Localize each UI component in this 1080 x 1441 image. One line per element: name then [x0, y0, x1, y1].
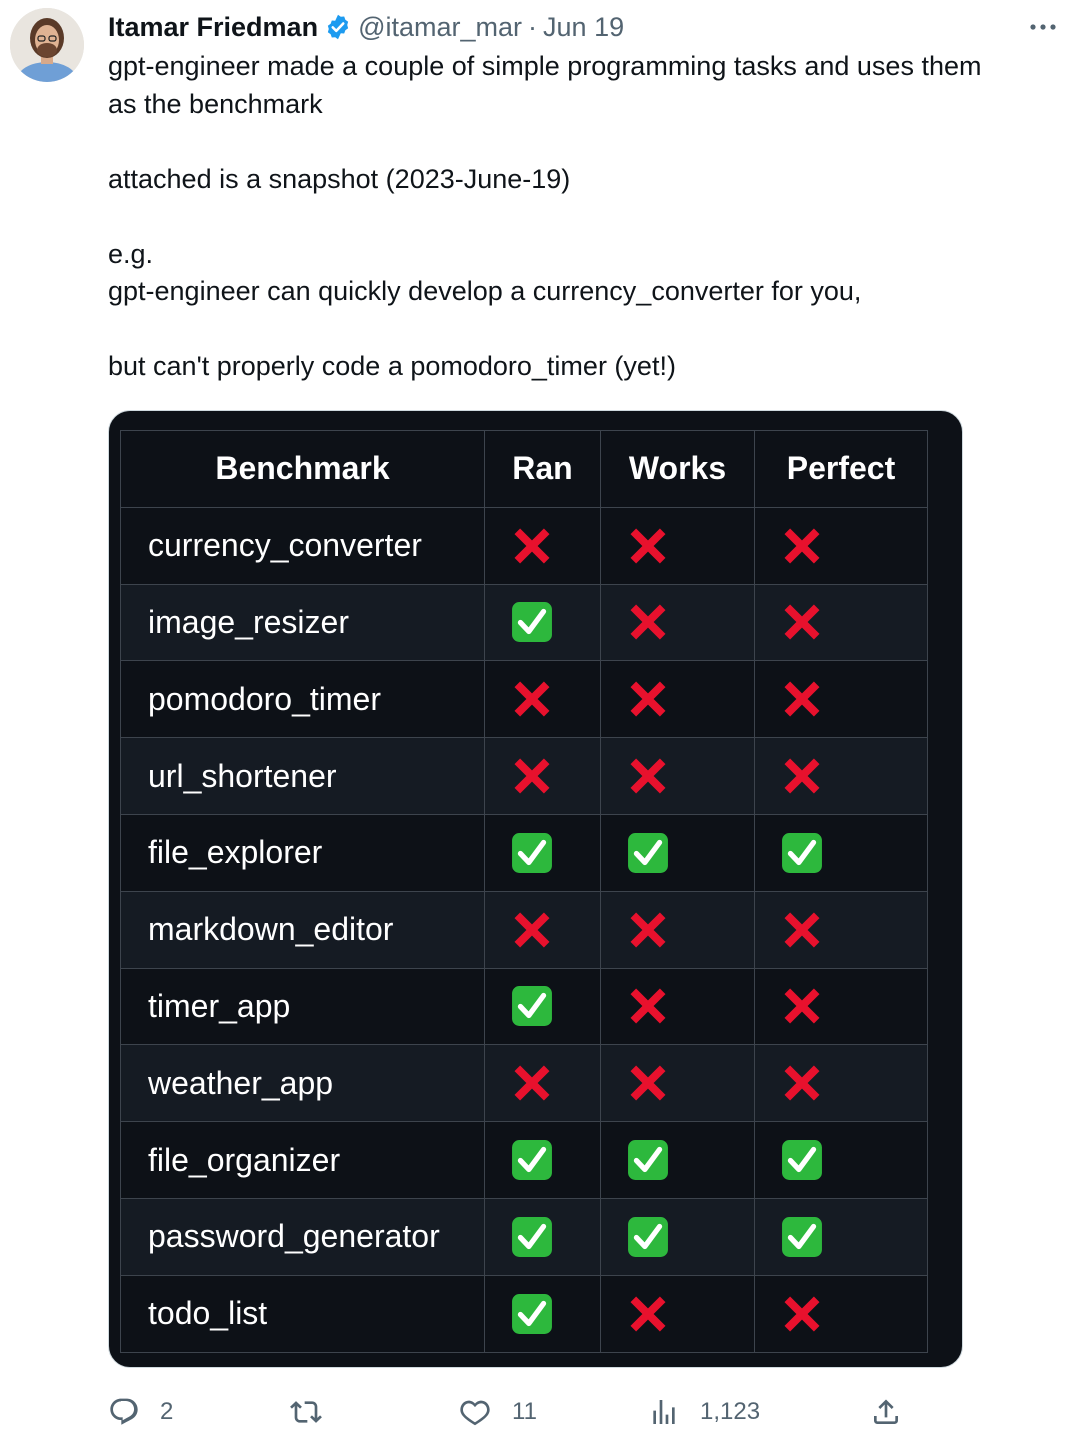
tweet-text [108, 48, 1058, 386]
benchmark-name: image_resizer [121, 584, 485, 661]
cross-mark-icon [781, 767, 823, 784]
works-status-cell [601, 968, 755, 1045]
ran-status-cell [485, 1275, 601, 1352]
check-mark-icon [627, 1151, 669, 1168]
check-mark-icon [627, 844, 669, 861]
check-mark-icon [781, 844, 823, 861]
table-row [121, 1122, 928, 1199]
cross-mark-icon [627, 691, 669, 708]
tweet-line: gpt-engineer can quickly develop a currency_converter for you, [108, 276, 862, 306]
like-count: 11 [512, 1398, 537, 1425]
cross-mark-icon [781, 614, 823, 631]
works-status-cell [601, 1275, 755, 1352]
perfect-status-cell [755, 584, 928, 661]
cross-mark-icon [511, 537, 553, 554]
cross-mark-icon [627, 1075, 669, 1092]
benchmark-table [120, 430, 928, 1353]
works-status-cell [601, 661, 755, 738]
benchmark-name: markdown_editor [121, 891, 485, 968]
cross-mark-icon [627, 614, 669, 631]
table-row [121, 661, 928, 738]
benchmark-name: timer_app [121, 968, 485, 1045]
cross-mark-icon [627, 1305, 669, 1322]
benchmark-name: file_explorer [121, 814, 485, 891]
post-header [108, 8, 1060, 46]
check-mark-icon [511, 1151, 553, 1168]
check-mark-icon [511, 998, 553, 1015]
author-name[interactable]: Itamar Friedman [108, 11, 319, 42]
cross-mark-icon [511, 691, 553, 708]
tweet-line: attached is a snapshot (2023-June-19) [108, 163, 571, 194]
cross-mark-icon [781, 1075, 823, 1092]
ran-status-cell [485, 507, 601, 584]
table-row [121, 968, 928, 1045]
action-bar [0, 1390, 1080, 1434]
perfect-status-cell [755, 661, 928, 738]
cross-mark-icon [781, 537, 823, 554]
works-status-cell [601, 738, 755, 815]
tweet-line: but can't properly code a pomodoro_timer (yet!) [108, 351, 676, 381]
ran-status-cell [485, 968, 601, 1045]
table-row [121, 584, 928, 661]
works-status-cell [601, 584, 755, 661]
cross-mark-icon [781, 1305, 823, 1322]
heart-icon [458, 1396, 492, 1428]
benchmark-name: todo_list [121, 1275, 485, 1352]
tweet-line: gpt-engineer made a couple of simple programming tasks and uses them [108, 51, 982, 81]
share-button[interactable] [870, 1390, 902, 1434]
header-works: Works [601, 431, 755, 508]
cross-mark-icon [627, 998, 669, 1015]
works-status-cell [601, 1198, 755, 1275]
check-mark-icon [781, 1228, 823, 1245]
reply-count: 2 [160, 1398, 174, 1425]
table-row [121, 507, 928, 584]
repost-button[interactable] [288, 1390, 344, 1434]
works-status-cell [601, 814, 755, 891]
perfect-status-cell [755, 968, 928, 1045]
cross-mark-icon [627, 537, 669, 554]
cross-mark-icon [511, 921, 553, 938]
check-mark-icon [511, 1228, 553, 1245]
cross-mark-icon [627, 921, 669, 938]
perfect-status-cell [755, 507, 928, 584]
header-ran: Ran [485, 431, 601, 508]
check-mark-icon [781, 1151, 823, 1168]
perfect-status-cell [755, 1198, 928, 1275]
header-separator: · [528, 11, 538, 42]
works-status-cell [601, 891, 755, 968]
author-avatar[interactable] [10, 8, 84, 82]
ran-status-cell [485, 584, 601, 661]
ran-status-cell [485, 891, 601, 968]
ran-status-cell [485, 661, 601, 738]
check-mark-icon [511, 614, 553, 631]
ran-status-cell [485, 1198, 601, 1275]
perfect-status-cell [755, 891, 928, 968]
ran-status-cell [485, 814, 601, 891]
cross-mark-icon [511, 767, 553, 784]
ran-status-cell [485, 1122, 601, 1199]
works-status-cell [601, 1122, 755, 1199]
check-mark-icon [511, 844, 553, 861]
works-status-cell [601, 507, 755, 584]
repost-icon [288, 1396, 324, 1428]
views-button[interactable] [648, 1390, 760, 1434]
benchmark-name: currency_converter [121, 507, 485, 584]
table-row [121, 1275, 928, 1352]
perfect-status-cell [755, 814, 928, 891]
attached-image[interactable] [108, 410, 963, 1368]
benchmark-name: weather_app [121, 1045, 485, 1122]
header-perfect: Perfect [755, 431, 928, 508]
table-row [121, 738, 928, 815]
benchmark-name: password_generator [121, 1198, 485, 1275]
like-button[interactable] [458, 1390, 537, 1434]
cross-mark-icon [781, 921, 823, 938]
cross-mark-icon [511, 1075, 553, 1092]
cross-mark-icon [781, 998, 823, 1015]
header-benchmark: Benchmark [121, 431, 485, 508]
post-date[interactable]: Jun 19 [543, 11, 625, 42]
benchmark-name: url_shortener [121, 738, 485, 815]
ran-status-cell [485, 738, 601, 815]
verified-badge-icon[interactable] [324, 13, 352, 41]
check-mark-icon [511, 1305, 553, 1322]
share-icon [870, 1396, 902, 1428]
benchmark-name: file_organizer [121, 1122, 485, 1199]
perfect-status-cell [755, 1275, 928, 1352]
cross-mark-icon [781, 691, 823, 708]
table-row [121, 814, 928, 891]
works-status-cell [601, 1045, 755, 1122]
cross-mark-icon [627, 767, 669, 784]
views-count: 1,123 [700, 1398, 761, 1425]
author-handle[interactable]: @itamar_mar [358, 11, 523, 42]
tweet-line: as the benchmark [108, 88, 323, 119]
reply-icon [108, 1396, 140, 1428]
perfect-status-cell [755, 1045, 928, 1122]
perfect-status-cell [755, 1122, 928, 1199]
check-mark-icon [627, 1228, 669, 1245]
more-options-icon[interactable] [1026, 12, 1060, 42]
perfect-status-cell [755, 738, 928, 815]
table-row [121, 891, 928, 968]
table-row [121, 1045, 928, 1122]
views-chart-icon [648, 1396, 680, 1428]
benchmark-name: pomodoro_timer [121, 661, 485, 738]
table-row [121, 1198, 928, 1275]
ran-status-cell [485, 1045, 601, 1122]
tweet-line: e.g. [108, 238, 154, 269]
reply-button[interactable] [108, 1390, 173, 1434]
